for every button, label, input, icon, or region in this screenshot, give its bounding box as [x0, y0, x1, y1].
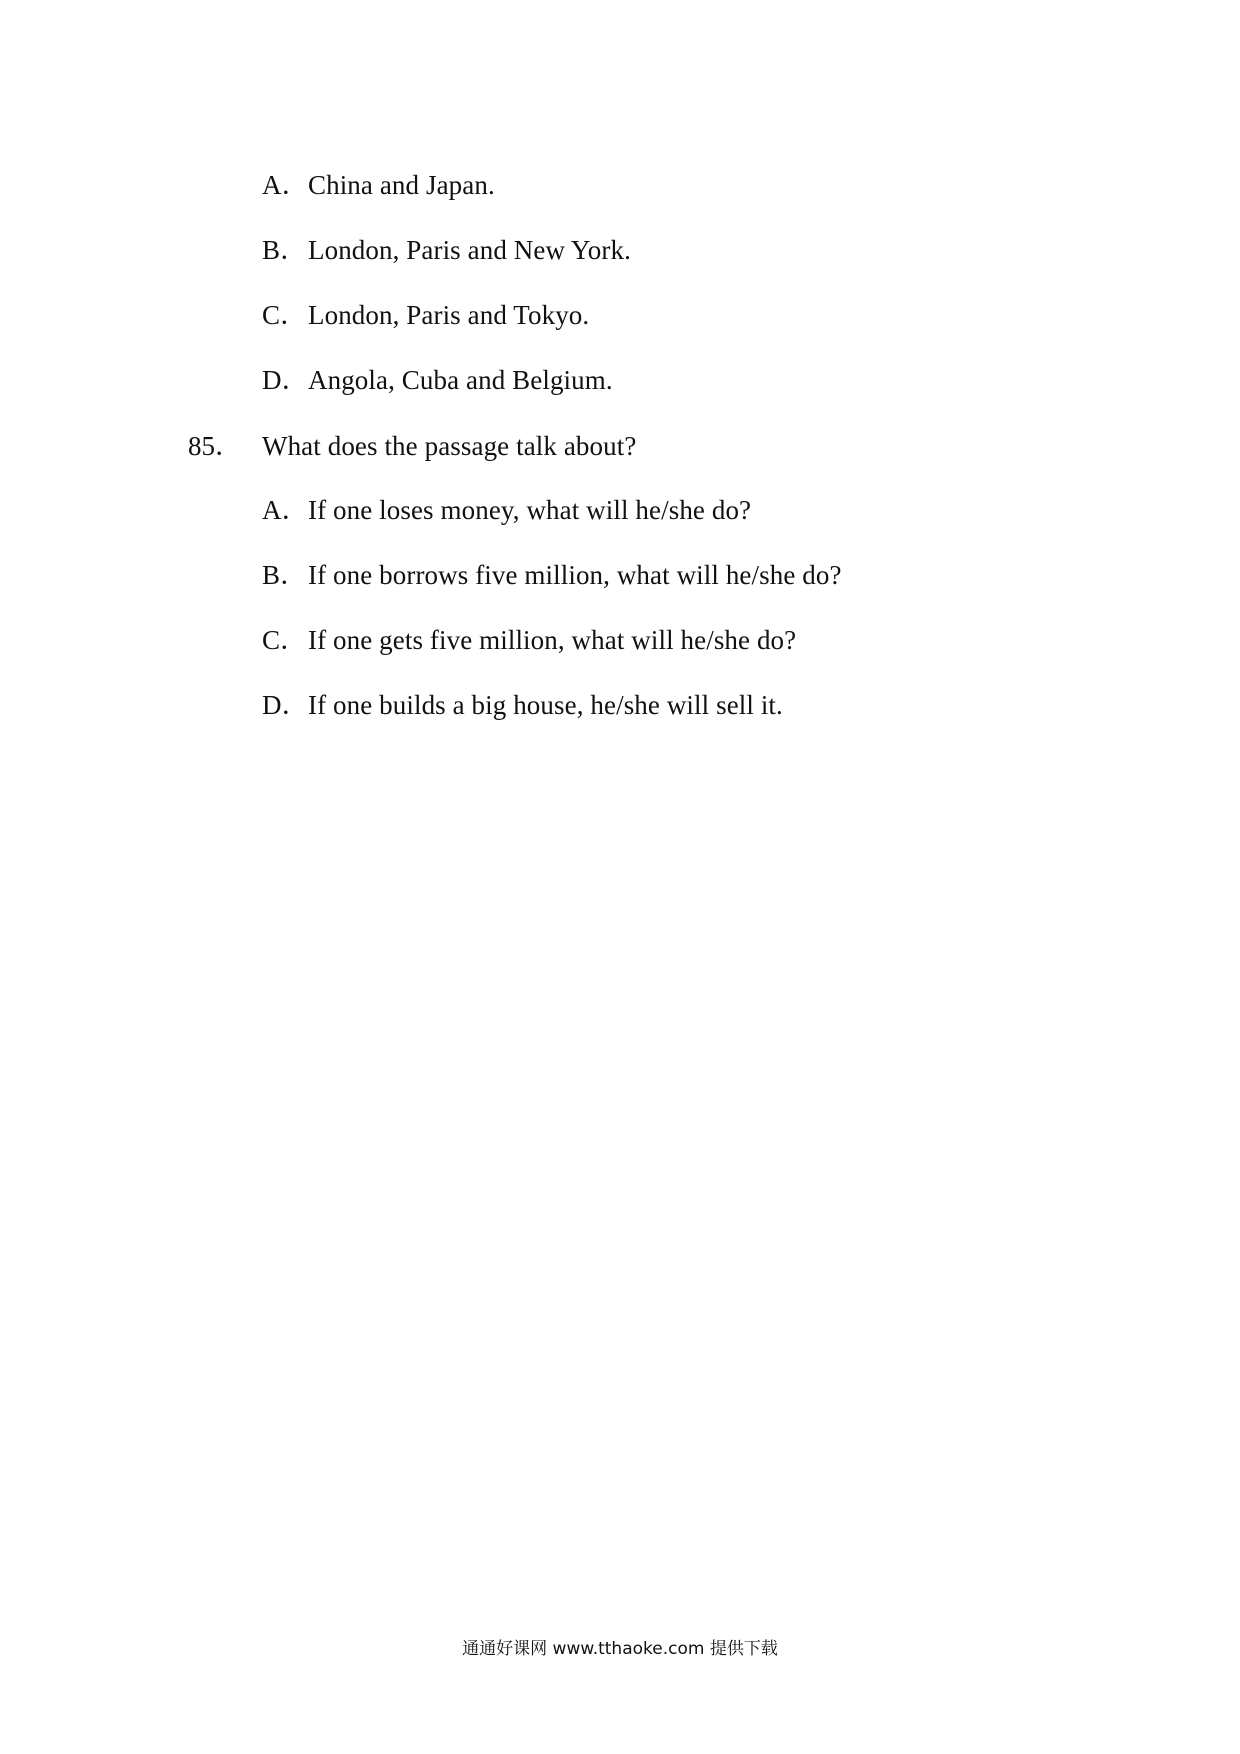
option-text: If one builds a big house, he/she will sell it.	[308, 690, 783, 720]
option-letter: D．	[262, 690, 309, 720]
option-a	[262, 169, 495, 201]
q85-option-d	[262, 689, 783, 721]
option-letter: A．	[262, 170, 309, 200]
option-text: London, Paris and New York.	[308, 235, 631, 265]
option-text: If one borrows five million, what will he/she do?	[308, 560, 842, 590]
q85-option-c	[262, 624, 796, 656]
option-letter: B．	[262, 560, 308, 590]
option-letter: C．	[262, 300, 308, 330]
option-text: London, Paris and Tokyo.	[308, 300, 590, 330]
option-d	[262, 364, 613, 396]
page-footer: 通通好课网 www.tthaoke.com 提供下载	[462, 1639, 778, 1659]
option-letter: B．	[262, 235, 308, 265]
q85-option-b	[262, 559, 842, 591]
option-text: If one gets five million, what will he/she do?	[308, 625, 797, 655]
q85-option-a	[262, 494, 751, 526]
option-letter: C．	[262, 625, 308, 655]
option-c	[262, 299, 589, 331]
option-letter: D．	[262, 365, 309, 395]
option-text: Angola, Cuba and Belgium.	[308, 365, 613, 395]
option-text: If one loses money, what will he/she do?	[308, 495, 752, 525]
option-letter: A．	[262, 495, 309, 525]
question-text: What does the passage talk about?	[262, 431, 637, 461]
question-number: 85．	[188, 431, 242, 461]
option-b	[262, 234, 631, 266]
option-text: China and Japan.	[308, 170, 495, 200]
